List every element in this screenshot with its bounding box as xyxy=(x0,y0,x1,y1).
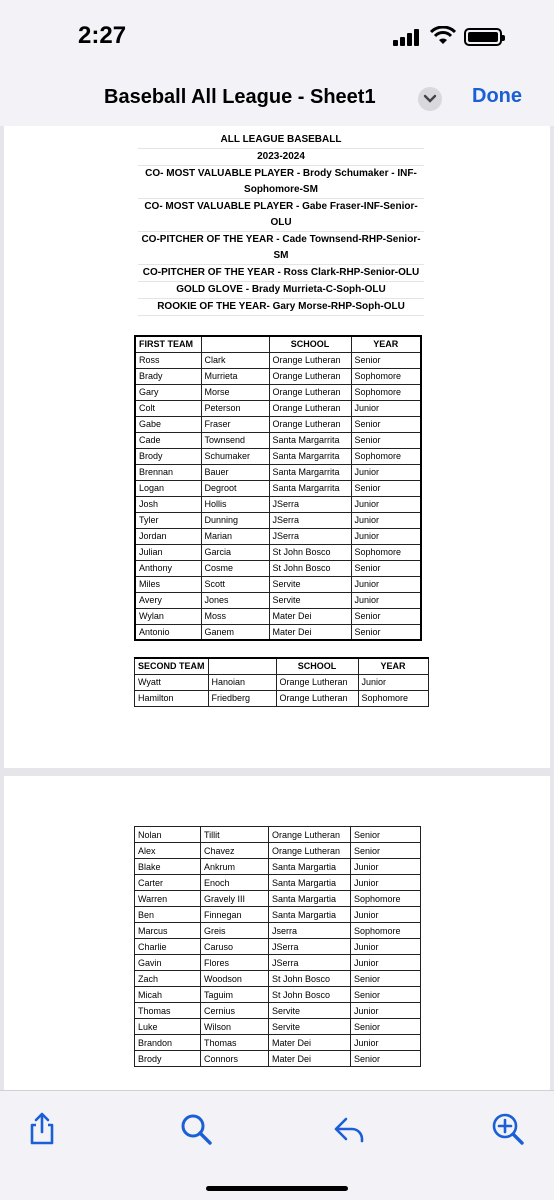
table-cell: Orange Lutheran xyxy=(269,416,351,432)
table-cell: Servite xyxy=(269,1019,351,1035)
reply-icon[interactable] xyxy=(332,1111,368,1147)
award-line: CO-PITCHER OF THE YEAR - Ross Clark-RHP-Senior-OLU xyxy=(138,265,424,282)
title-menu-chevron-icon[interactable] xyxy=(418,87,442,111)
table-cell: Santa Margarrita xyxy=(269,464,351,480)
table-row xyxy=(135,464,421,480)
table-cell: Senior xyxy=(351,480,421,496)
table-row xyxy=(135,923,421,939)
table-cell: Senior xyxy=(351,1019,421,1035)
table-cell: Mater Dei xyxy=(269,1051,351,1067)
table-cell: Sophomore xyxy=(351,368,421,384)
table-cell: Santa Margartia xyxy=(269,875,351,891)
table-cell: Orange Lutheran xyxy=(269,384,351,400)
table-row xyxy=(135,352,421,368)
table-cell: St John Bosco xyxy=(269,560,351,576)
table-cell: Hollis xyxy=(201,496,269,512)
table-cell: Senior xyxy=(351,608,421,624)
table-cell: Julian xyxy=(135,544,201,560)
table-cell: Blake xyxy=(135,859,201,875)
table-cell: Avery xyxy=(135,592,201,608)
table-cell: Senior xyxy=(351,416,421,432)
table-cell: JSerra xyxy=(269,496,351,512)
table-header-row xyxy=(135,658,429,674)
table-cell: Garcia xyxy=(201,544,269,560)
table-cell: Hamilton xyxy=(135,690,209,706)
table-cell: Mater Dei xyxy=(269,608,351,624)
table-cell: Degroot xyxy=(201,480,269,496)
table-cell: Logan xyxy=(135,480,201,496)
table-cell: Senior xyxy=(351,560,421,576)
table-cell: JSerra xyxy=(269,512,351,528)
table-cell: Thomas xyxy=(135,1003,201,1019)
table-cell: Gravely III xyxy=(201,891,269,907)
table-cell: Finnegan xyxy=(201,907,269,923)
table-cell: Tyler xyxy=(135,512,201,528)
table-cell: Enoch xyxy=(201,875,269,891)
table-cell: Taguim xyxy=(201,987,269,1003)
table-cell: Clark xyxy=(201,352,269,368)
table-row xyxy=(135,544,421,560)
status-time: 2:27 xyxy=(78,22,127,49)
table-cell: Miles xyxy=(135,576,201,592)
table-cell: Junior xyxy=(351,400,421,416)
table-cell: Senior xyxy=(351,987,421,1003)
table-row xyxy=(135,827,421,843)
table-cell: Brennan xyxy=(135,464,201,480)
table-cell: Murrieta xyxy=(201,368,269,384)
table-cell: Servite xyxy=(269,1003,351,1019)
award-line: CO- MOST VALUABLE PLAYER - Brody Schumaker - INF-Sophomore-SM xyxy=(138,166,424,199)
table-cell: Nolan xyxy=(135,827,201,843)
table-cell: Sophomore xyxy=(351,923,421,939)
table-cell: Junior xyxy=(351,875,421,891)
table-cell: Junior xyxy=(351,1003,421,1019)
table-row xyxy=(135,448,421,464)
table-row xyxy=(135,955,421,971)
awards-list xyxy=(138,132,424,316)
table-cell: St John Bosco xyxy=(269,544,351,560)
zoom-in-icon[interactable] xyxy=(490,1111,526,1147)
column-header xyxy=(208,658,276,674)
table-cell: Junior xyxy=(351,592,421,608)
table-cell: Gary xyxy=(135,384,201,400)
table-cell: Caruso xyxy=(201,939,269,955)
award-line: ALL LEAGUE BASEBALL xyxy=(138,132,424,149)
table-row xyxy=(135,987,421,1003)
table-cell: Santa Margarrita xyxy=(269,448,351,464)
table-row xyxy=(135,528,421,544)
search-icon[interactable] xyxy=(178,1111,214,1147)
table-cell: Jordan xyxy=(135,528,201,544)
table-row xyxy=(135,1035,421,1051)
table-cell: Tillit xyxy=(201,827,269,843)
table-row xyxy=(135,859,421,875)
table-cell: Jones xyxy=(201,592,269,608)
table-cell: Orange Lutheran xyxy=(276,690,358,706)
document-viewer[interactable] xyxy=(0,126,554,1090)
home-indicator[interactable] xyxy=(206,1186,348,1191)
table-row xyxy=(135,891,421,907)
table-cell: Sophomore xyxy=(351,544,421,560)
table-cell: Anthony xyxy=(135,560,201,576)
table-row xyxy=(135,560,421,576)
table-cell: Junior xyxy=(351,907,421,923)
table-cell: Gavin xyxy=(135,955,201,971)
navigation-bar xyxy=(0,70,554,126)
table-row xyxy=(135,432,421,448)
table-cell: Brody xyxy=(135,448,201,464)
table-cell: Senior xyxy=(351,827,421,843)
table-cell: Santa Margartia xyxy=(269,859,351,875)
document-page-2 xyxy=(4,776,550,1090)
table-row xyxy=(135,674,429,690)
table-cell: Chavez xyxy=(201,843,269,859)
table-row xyxy=(135,416,421,432)
table-row xyxy=(135,971,421,987)
table-cell: Sophomore xyxy=(351,384,421,400)
table-header-row xyxy=(135,336,421,352)
table-cell: Orange Lutheran xyxy=(269,400,351,416)
table-cell: Mater Dei xyxy=(269,624,351,640)
column-header: YEAR xyxy=(358,658,428,674)
document-title: Baseball All League - Sheet1 xyxy=(104,86,376,108)
table-row xyxy=(135,907,421,923)
table-cell: Zach xyxy=(135,971,201,987)
table-cell: Ankrum xyxy=(201,859,269,875)
table-cell: Peterson xyxy=(201,400,269,416)
share-icon[interactable] xyxy=(24,1111,60,1147)
column-header xyxy=(201,336,269,352)
table-cell: Santa Margarrita xyxy=(269,432,351,448)
table-cell: Junior xyxy=(351,464,421,480)
table-cell: Mater Dei xyxy=(269,1035,351,1051)
table-cell: Senior xyxy=(351,971,421,987)
table-cell: Colt xyxy=(135,400,201,416)
table-cell: JSerra xyxy=(269,528,351,544)
table-cell: Luke xyxy=(135,1019,201,1035)
table-cell: Woodson xyxy=(201,971,269,987)
table-row xyxy=(135,368,421,384)
table-cell: Scott xyxy=(201,576,269,592)
bottom-toolbar xyxy=(0,1090,554,1200)
table-cell: Junior xyxy=(351,496,421,512)
document-page-1 xyxy=(4,126,550,768)
award-line: 2023-2024 xyxy=(138,149,424,166)
table-cell: Sophomore xyxy=(358,690,428,706)
battery-icon xyxy=(464,28,502,46)
table-cell: Orange Lutheran xyxy=(269,352,351,368)
table-cell: Fraser xyxy=(201,416,269,432)
table-row xyxy=(135,843,421,859)
table-cell: Wilson xyxy=(201,1019,269,1035)
table-row xyxy=(135,592,421,608)
table-cell: Ben xyxy=(135,907,201,923)
table-cell: St John Bosco xyxy=(269,987,351,1003)
column-header: SCHOOL xyxy=(269,336,351,352)
table-row xyxy=(135,939,421,955)
column-header: SCHOOL xyxy=(276,658,358,674)
column-header: SECOND TEAM xyxy=(135,658,209,674)
table-cell: Brady xyxy=(135,368,201,384)
status-bar xyxy=(0,0,554,70)
second-team-continued-table xyxy=(134,826,421,1067)
table-row xyxy=(135,576,421,592)
table-cell: Moss xyxy=(201,608,269,624)
table-row xyxy=(135,608,421,624)
table-cell: Junior xyxy=(351,955,421,971)
column-header: YEAR xyxy=(351,336,421,352)
table-cell: Jserra xyxy=(269,923,351,939)
table-cell: Junior xyxy=(351,576,421,592)
table-cell: Cosme xyxy=(201,560,269,576)
column-header: FIRST TEAM xyxy=(135,336,201,352)
table-cell: Junior xyxy=(358,674,428,690)
table-cell: Greis xyxy=(201,923,269,939)
table-row xyxy=(135,496,421,512)
table-cell: Ross xyxy=(135,352,201,368)
table-cell: Dunning xyxy=(201,512,269,528)
table-cell: Senior xyxy=(351,624,421,640)
table-cell: Orange Lutheran xyxy=(269,843,351,859)
table-cell: Brandon xyxy=(135,1035,201,1051)
table-cell: Marian xyxy=(201,528,269,544)
table-cell: Senior xyxy=(351,352,421,368)
table-cell: Sophomore xyxy=(351,448,421,464)
table-cell: Charlie xyxy=(135,939,201,955)
second-team-table xyxy=(134,657,429,707)
table-cell: Orange Lutheran xyxy=(269,827,351,843)
table-cell: Flores xyxy=(201,955,269,971)
table-cell: Friedberg xyxy=(208,690,276,706)
table-cell: Antonio xyxy=(135,624,201,640)
award-line: CO- MOST VALUABLE PLAYER - Gabe Fraser-INF-Senior-OLU xyxy=(138,199,424,232)
table-cell: Senior xyxy=(351,432,421,448)
table-cell: Junior xyxy=(351,512,421,528)
table-cell: Schumaker xyxy=(201,448,269,464)
table-cell: Connors xyxy=(201,1051,269,1067)
table-row xyxy=(135,1051,421,1067)
table-cell: Santa Margartia xyxy=(269,907,351,923)
table-cell: Carter xyxy=(135,875,201,891)
table-row xyxy=(135,875,421,891)
table-cell: Servite xyxy=(269,576,351,592)
award-line: CO-PITCHER OF THE YEAR - Cade Townsend-RHP-Senior-SM xyxy=(138,232,424,265)
table-cell: Josh xyxy=(135,496,201,512)
table-cell: Sophomore xyxy=(351,891,421,907)
table-row xyxy=(135,1003,421,1019)
table-cell: Marcus xyxy=(135,923,201,939)
table-cell: JSerra xyxy=(269,939,351,955)
table-cell: Junior xyxy=(351,528,421,544)
table-cell: Bauer xyxy=(201,464,269,480)
table-cell: JSerra xyxy=(269,955,351,971)
table-row xyxy=(135,512,421,528)
table-cell: Orange Lutheran xyxy=(269,368,351,384)
table-cell: Townsend xyxy=(201,432,269,448)
table-cell: Brody xyxy=(135,1051,201,1067)
table-cell: Senior xyxy=(351,843,421,859)
first-team-table xyxy=(134,335,422,641)
table-cell: Morse xyxy=(201,384,269,400)
table-cell: Santa Margartia xyxy=(269,891,351,907)
table-cell: Junior xyxy=(351,939,421,955)
table-cell: Ganem xyxy=(201,624,269,640)
table-cell: Santa Margarrita xyxy=(269,480,351,496)
table-cell: Gabe xyxy=(135,416,201,432)
wifi-icon xyxy=(430,26,456,46)
table-cell: Senior xyxy=(351,1051,421,1067)
table-row xyxy=(135,690,429,706)
award-line: ROOKIE OF THE YEAR- Gary Morse-RHP-Soph-OLU xyxy=(138,299,424,316)
table-cell: Hanoian xyxy=(208,674,276,690)
award-line: GOLD GLOVE - Brady Murrieta-C-Soph-OLU xyxy=(138,282,424,299)
table-cell: Junior xyxy=(351,1035,421,1051)
table-cell: Servite xyxy=(269,592,351,608)
table-cell: Alex xyxy=(135,843,201,859)
table-cell: Thomas xyxy=(201,1035,269,1051)
table-cell: Junior xyxy=(351,859,421,875)
table-cell: Cade xyxy=(135,432,201,448)
table-row xyxy=(135,624,421,640)
table-cell: Wyatt xyxy=(135,674,209,690)
table-cell: Wylan xyxy=(135,608,201,624)
table-row xyxy=(135,1019,421,1035)
table-row xyxy=(135,400,421,416)
cellular-signal-icon xyxy=(393,28,423,46)
table-cell: Warren xyxy=(135,891,201,907)
table-cell: Cernius xyxy=(201,1003,269,1019)
done-button[interactable]: Done xyxy=(472,85,522,107)
table-cell: Micah xyxy=(135,987,201,1003)
table-row xyxy=(135,384,421,400)
table-row xyxy=(135,480,421,496)
table-cell: Orange Lutheran xyxy=(276,674,358,690)
table-cell: St John Bosco xyxy=(269,971,351,987)
